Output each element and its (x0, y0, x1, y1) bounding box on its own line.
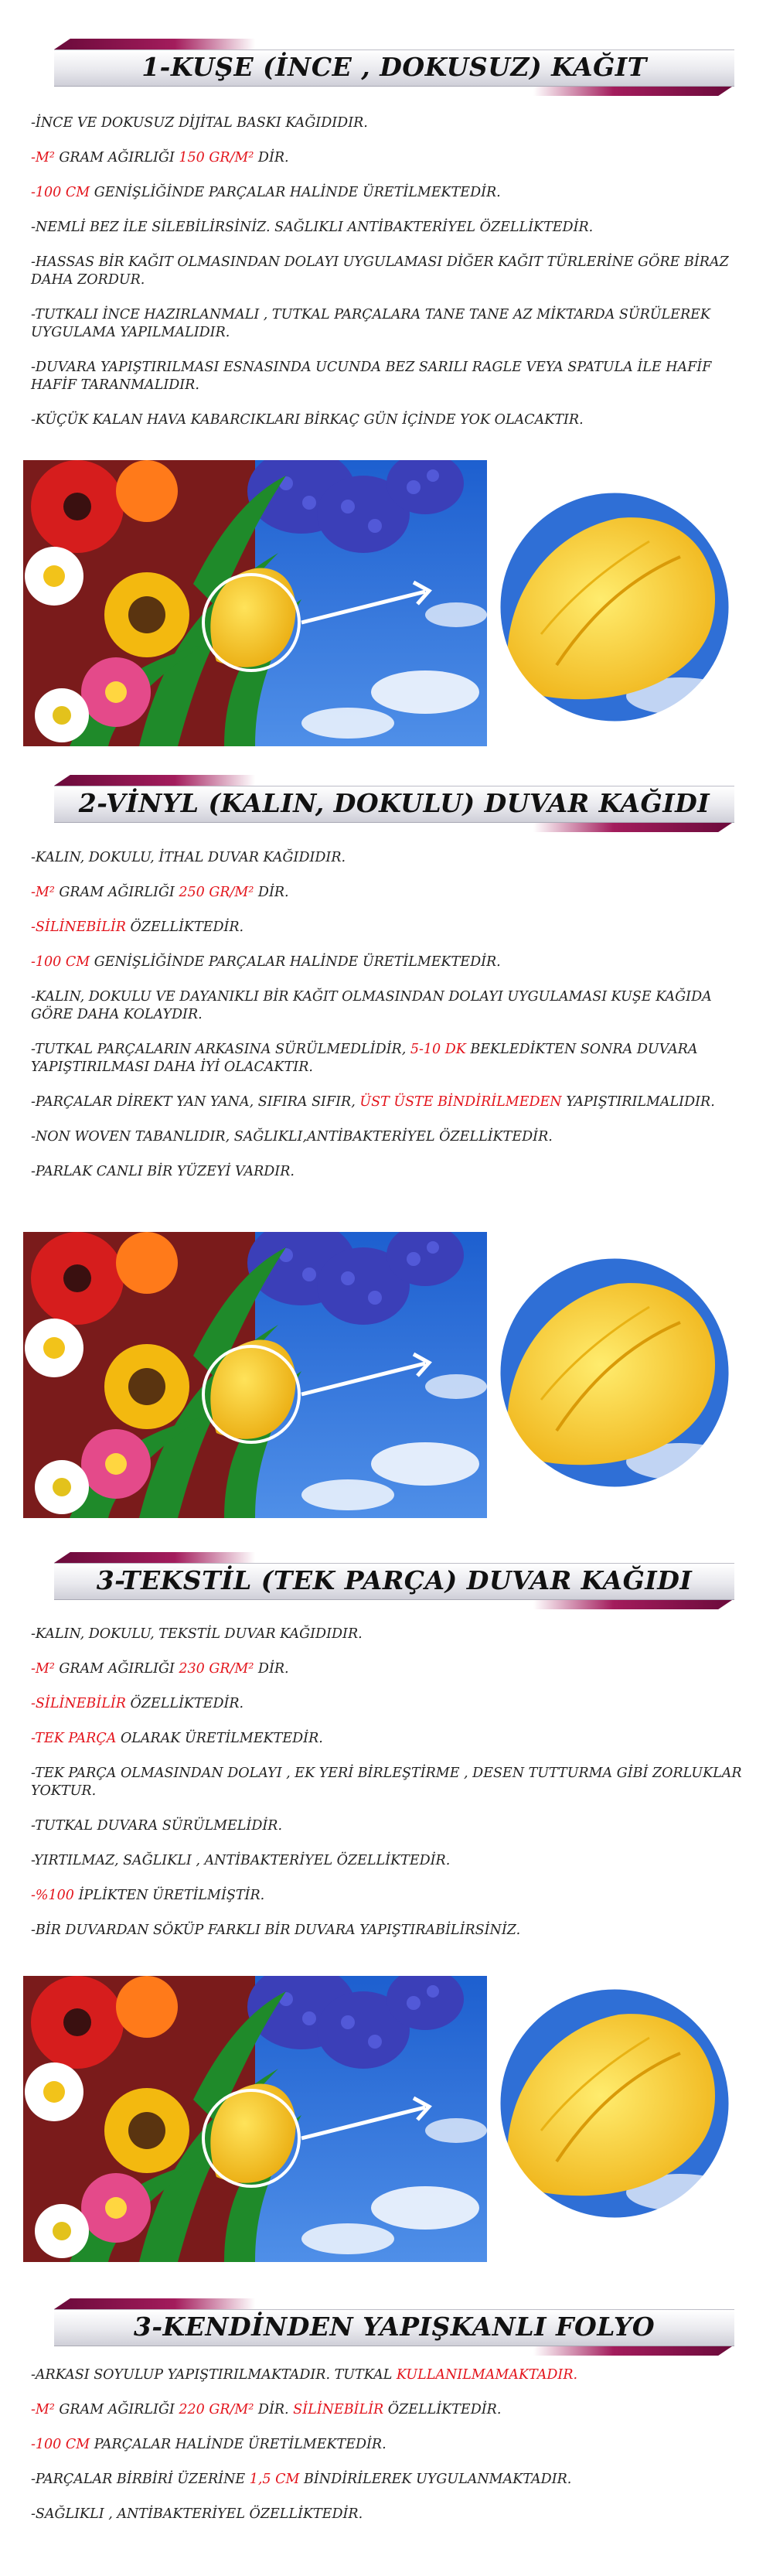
highlight-text: -M² (31, 150, 60, 165)
feature-item (31, 884, 742, 902)
feature-item (31, 849, 742, 867)
item-text: -NEMLİ BEZ İLE SİLEBİLİRSİNİZ. SAĞLIKLI ANTİBAKTERİYEL ÖZELLİKTEDİR. (31, 220, 594, 235)
highlight-text: 150 GR/M² (179, 150, 254, 165)
item-text: -TUTKAL DUVARA SÜRÜLMELİDİR. (31, 1818, 283, 1834)
item-text: -TUTKAL PARÇALARIN ARKASINA SÜRÜLMEDLİDİR, (31, 1042, 410, 1057)
item-text: ÖZELLİKTEDİR. (383, 2402, 502, 2417)
item-text: -KALIN, DOKULU, TEKSTİL DUVAR KAĞIDIDIR. (31, 1626, 363, 1642)
section-banner (39, 2297, 750, 2357)
feature-item (31, 1922, 742, 1940)
zoom-detail-circle (495, 487, 734, 727)
item-text: -İNCE VE DOKUSUZ DİJİTAL BASKI KAĞIDIDIR. (31, 115, 368, 131)
feature-list (31, 1626, 742, 1957)
item-text: GRAM AĞIRLIĞI (59, 2402, 179, 2417)
feature-item (31, 954, 742, 971)
item-text: OLARAK ÜRETİLMEKTEDİR. (116, 1731, 323, 1746)
highlight-text: -100 CM (31, 185, 90, 200)
item-text: -KÜÇÜK KALAN HAVA KABARCIKLARI BİRKAÇ GÜN İÇİNDE YOK OLACAKTIR. (31, 412, 584, 428)
highlight-text: -M² (31, 2402, 60, 2417)
item-text: İPLİKTEN ÜRETİLMİŞTİR. (73, 1888, 265, 1903)
item-text: -SAĞLIKLI , ANTİBAKTERİYEL ÖZELLİKTEDİR. (31, 2506, 363, 2522)
highlight-text: -SİLİNEBİLİR (31, 1696, 126, 1711)
feature-item (31, 254, 742, 289)
item-text: -KALIN, DOKULU VE DAYANIKLI BİR KAĞIT OLMASINDAN DOLAYI UYGULAMASI KUŞE KAĞIDA GÖRE DAHA KOLAYDIR. (31, 989, 712, 1022)
feature-item (31, 149, 742, 167)
feature-item (31, 1041, 742, 1076)
item-text: -KALIN, DOKULU, İTHAL DUVAR KAĞIDIDIR. (31, 850, 346, 865)
section-title: 2-VİNYL (KALIN, DOKULU) DUVAR KAĞIDI (78, 788, 710, 818)
feature-list (31, 2366, 742, 2540)
feature-item (31, 2366, 742, 2384)
highlight-text: -%100 (31, 1888, 74, 1903)
feature-item (31, 1852, 742, 1870)
section-title: 3-TEKSTİL (TEK PARÇA) DUVAR KAĞIDI (96, 1565, 693, 1595)
feature-item (31, 1128, 742, 1146)
item-text: -DUVARA YAPIŞTIRILMASI ESNASINDA UCUNDA BEZ SARILI RAGLE VEYA SPATULA İLE HAFİF HAFİF TARANMALIDIR. (31, 360, 712, 393)
highlight-text: KULLANILMAMAKTADIR. (396, 2367, 578, 2383)
feature-item (31, 2401, 742, 2419)
item-text: ÖZELLİKTEDİR. (125, 1696, 244, 1711)
feature-item (31, 1626, 742, 1643)
feature-list (31, 849, 742, 1198)
feature-item (31, 1817, 742, 1835)
feature-item (31, 306, 742, 342)
item-text: DİR. (254, 1661, 289, 1677)
item-text: GENİŞLİĞİNDE PARÇALAR HALİNDE ÜRETİLMEKTEDİR. (90, 954, 501, 970)
item-text: GRAM AĞIRLIĞI (59, 885, 179, 900)
section-banner (39, 37, 750, 97)
item-text: DİR. (254, 150, 289, 165)
feature-item (31, 919, 742, 937)
item-text: DİR. (254, 885, 289, 900)
highlight-text: -M² (31, 1661, 60, 1677)
item-text: -BİR DUVARDAN SÖKÜP FARKLI BİR DUVARA YAPIŞTIRABİLİRSİNİZ. (31, 1923, 521, 1938)
feature-item (31, 114, 742, 132)
feature-item (31, 219, 742, 237)
item-text: ÖZELLİKTEDİR. (125, 920, 244, 935)
section-banner (39, 1551, 750, 1611)
highlight-text: ÜST ÜSTE BİNDİRİLMEDEN (359, 1094, 562, 1110)
feature-item (31, 184, 742, 202)
highlight-text: 230 GR/M² (179, 1661, 254, 1677)
feature-item (31, 359, 742, 394)
item-text: -TUTKALI İNCE HAZIRLANMALI , TUTKAL PARÇALARA TANE TANE AZ MİKTARDA SÜRÜLEREK UYGULAMA YAPILMALIDIR. (31, 307, 710, 340)
zoom-detail-circle (495, 1253, 734, 1493)
feature-item (31, 1163, 742, 1181)
feature-item (31, 1887, 742, 1905)
highlight-text: 5-10 DK (410, 1042, 466, 1057)
highlight-text: 1,5 CM (249, 2472, 300, 2487)
item-text: -PARÇALAR BİRBİRİ ÜZERİNE (31, 2472, 250, 2487)
item-text: -ARKASI SOYULUP YAPIŞTIRILMAKTADIR. TUTKAL (31, 2367, 397, 2383)
highlight-text: -SİLİNEBİLİR (31, 920, 126, 935)
zoom-detail-circle (495, 1984, 734, 2223)
item-text: BEKLEDİKTEN SONRA DUVARA YAPIŞTIRILMASI DAHA İYİ OLACAKTIR. (31, 1042, 698, 1075)
highlight-text: -100 CM (31, 2437, 90, 2452)
highlight-text: -100 CM (31, 954, 90, 970)
feature-item (31, 1730, 742, 1748)
highlight-text: -M² (31, 885, 60, 900)
product-photo (23, 460, 487, 746)
item-text: -TEK PARÇA OLMASINDAN DOLAYI , EK YERİ BİRLEŞTİRME , DESEN TUTTURMA GİBİ ZORLUKLAR YOKTUR. (31, 1766, 742, 1799)
item-text: -HASSAS BİR KAĞIT OLMASINDAN DOLAYI UYGULAMASI DİĞER KAĞIT TÜRLERİNE GÖRE BİRAZ DAHA ZORDUR. (31, 254, 729, 288)
feature-item (31, 1765, 742, 1800)
feature-item (31, 988, 742, 1024)
highlight-text: SİLİNEBİLİR (293, 2402, 384, 2417)
product-photo (23, 1976, 487, 2262)
feature-item (31, 2436, 742, 2454)
item-text: BİNDİRİLEREK UYGULANMAKTADIR. (299, 2472, 572, 2487)
feature-item (31, 1094, 742, 1111)
item-text: -PARLAK CANLI BİR YÜZEYİ VARDIR. (31, 1164, 295, 1179)
feature-item (31, 2506, 742, 2523)
item-text: GRAM AĞIRLIĞI (59, 1661, 179, 1677)
feature-item (31, 1660, 742, 1678)
highlight-text: 250 GR/M² (179, 885, 254, 900)
product-photo (23, 1232, 487, 1518)
item-text: DİR. (254, 2402, 294, 2417)
feature-list (31, 114, 742, 446)
item-text: -YIRTILMAZ, SAĞLIKLI , ANTİBAKTERİYEL ÖZELLİKTEDİR. (31, 1853, 451, 1868)
item-text: -NON WOVEN TABANLIDIR, SAĞLIKLI,ANTİBAKTERİYEL ÖZELLİKTEDİR. (31, 1129, 553, 1145)
highlight-text: -TEK PARÇA (31, 1731, 117, 1746)
item-text: -PARÇALAR DİREKT YAN YANA, SIFIRA SIFIR, (31, 1094, 360, 1110)
item-text: GRAM AĞIRLIĞI (59, 150, 179, 165)
feature-item (31, 2471, 742, 2489)
section-title: 1-KUŞE (İNCE , DOKUSUZ) KAĞIT (141, 52, 647, 82)
feature-item (31, 1695, 742, 1713)
item-text: GENİŞLİĞİNDE PARÇALAR HALİNDE ÜRETİLMEKTEDİR. (90, 185, 501, 200)
feature-item (31, 411, 742, 429)
section-title: 3-KENDİNDEN YAPIŞKANLI FOLYO (133, 2312, 656, 2342)
highlight-text: 220 GR/M² (179, 2402, 254, 2417)
item-text: YAPIŞTIRILMALIDIR. (561, 1094, 715, 1110)
section-banner (39, 773, 750, 834)
item-text: PARÇALAR HALİNDE ÜRETİLMEKTEDİR. (90, 2437, 386, 2452)
